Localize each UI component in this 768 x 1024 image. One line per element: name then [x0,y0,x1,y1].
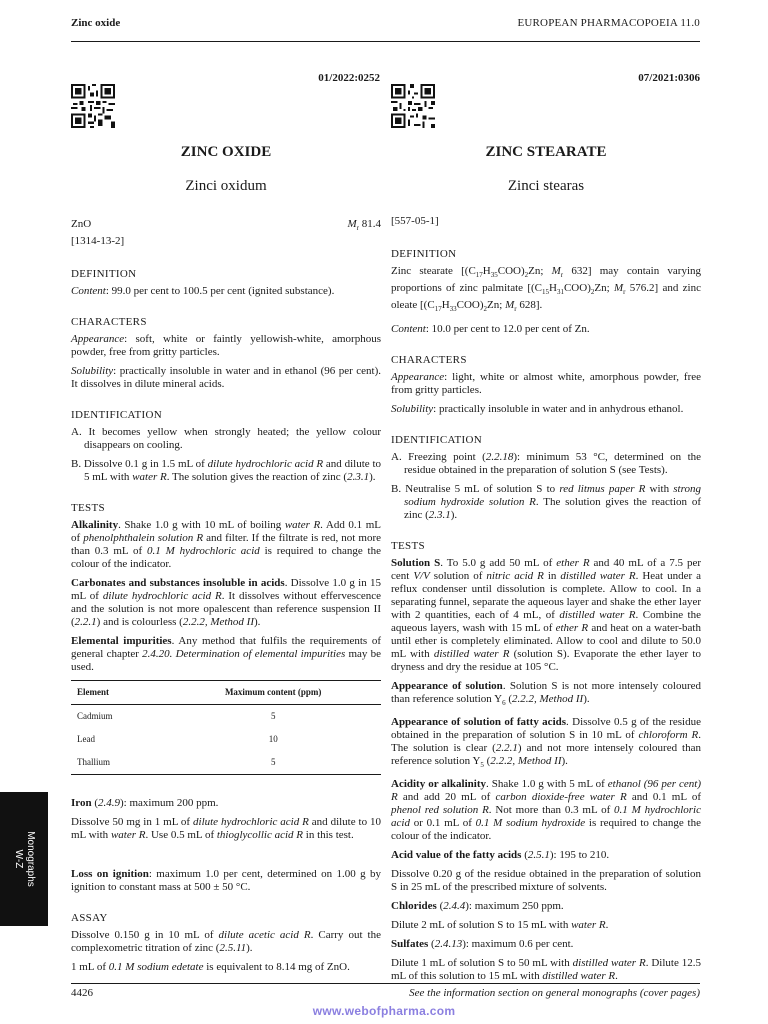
elemental-impurities-table [71,680,381,775]
iron-test-procedure: Dissolve 50 mg in 1 mL of dilute hydrochloric acid R and dilute to 10 mL with water R. Use 0.5 mL of thioglycollic acid R in this test. [71,816,381,842]
monograph-title: ZINC OXIDE [180,144,272,160]
cas-number: [557-05-1] [391,215,439,227]
table-cell: Thallium [71,751,165,775]
solubility-text: Solubility: practically insoluble in water and in anhydrous ethanol. [391,402,684,415]
page-number: 4426 [71,987,93,999]
iron-test: Iron (2.4.9): maximum 200 ppm. [71,797,219,810]
assay-equivalence: 1 mL of 0.1 M sodium edetate is equivalent to 8.14 mg of ZnO. [71,961,350,974]
definition-heading: DEFINITION [391,248,457,260]
solution-s-test: Solution S. To 5.0 g add 50 mL of ether R and 40 mL of a 7.5 per cent V/V solution of nitric acid R in distilled water R. Heat under a reflux condenser until dissolution is complete. Allow to cool. In a separating funnel, separate the aqueous layer and shake the ether layer with 2 quantities, each of 4 mL, of distilled water R. Combine the aqueous layers, wash with 15 mL of ether R and heat on a water-bath until ether is completely eliminated. Allow to cool and dilute to 50.0 mL with distilled water R (solution S). Evaporate the ether layer to dryness and dry the residue at 105 °C. [391,556,702,673]
monograph-number: 07/2021:0306 [638,72,700,84]
table-cell: Cadmium [77,711,113,722]
definition-text: Zinc stearate [$(C_{17}H_{35}COO)_2Zn$; $M_r$ 632] may contain varying proportions of zinc palmitate [$(C_{15}H_{31}COO)_2Zn$; $M_r$ 576.2] and zinc oleate [$(C_{17}H_{33}COO)_2Zn$; $M_r$ 628]. [391,265,701,314]
thumb-tab-range: W-Z [13,849,24,869]
appearance-fatty-acids-test: Appearance of solution of fatty acids. Dissolve 0.5 g of the residue obtained in the preparation of solution S in 10 mL of chloroform R. The solution is clear (2.2.1) and not more intensely coloured than reference solution $Y_5$ (2.2.2, Method II). [391,715,701,769]
content-text: Content: 10.0 per cent to 12.0 per cent of Zn. [391,322,590,335]
identification-b: B. Neutralise 5 mL of solution S to red litmus paper R with strong sodium hydroxide solution R. The solution gives the reaction of zinc (2.3.1). [391,482,701,521]
table-cell: Lead [77,734,95,745]
solubility-text: Solubility: practically insoluble in water and in ethanol (96 per cent). It dissolves in dilute mineral acids. [71,365,381,391]
chlorides-procedure: Dilute 2 mL of solution S to 15 mL with water R. [391,918,609,931]
header-rule [71,41,700,42]
latin-title: Zinci oxidum [185,178,267,194]
sulfates-procedure: Dilute 1 mL of solution S to 50 mL with distilled water R. Dilute 12.5 mL of this solution to 15 mL with distilled water R. [391,956,701,982]
identification-b: B. Dissolve 0.1 g in 1.5 mL of dilute hydrochloric acid R and dilute to 5 mL with water R. The solution gives the reaction of zinc (2.3.1). [71,458,381,484]
identification-heading: IDENTIFICATION [391,433,482,446]
qr-code-icon [71,84,115,128]
chlorides-test: Chlorides (2.4.4): maximum 250 ppm. [391,899,564,912]
characters-heading: CHARACTERS [391,353,467,366]
monograph-number: 01/2022:0252 [318,72,380,84]
left-column [71,218,381,980]
appearance-text: Appearance: soft, white or faintly yellowish-white, amorphous powder, free from gritty particles. [71,333,381,359]
appearance-text: Appearance: light, white or almost white, amorphous powder, free from gritty particles. [391,370,701,396]
section-thumb-tab [0,792,48,926]
table-cell: 5 [270,711,276,722]
acid-value-procedure: Dissolve 0.20 g of the residue obtained in the preparation of solution S in 25 mL of the prescribed mixture of solvents. [391,867,701,893]
table-header-element: Element [71,681,165,705]
qr-code-icon [391,84,435,128]
watermark-link[interactable]: www.webofpharma.com [312,1004,456,1018]
characters-heading: CHARACTERS [71,316,147,329]
running-header-publication: EUROPEAN PHARMACOPOEIA 11.0 [517,17,700,29]
cas-number: [1314-13-2] [71,235,125,248]
footer-note: See the information section on general monographs (cover pages) [409,987,700,999]
thumb-tab-label: Monographs [25,831,36,887]
table-row [71,705,381,729]
sulfates-test: Sulfates (2.4.13): maximum 0.6 per cent. [391,937,574,950]
tests-heading: TESTS [391,539,425,552]
monograph-title: ZINC STEARATE [485,144,607,160]
assay-procedure: Dissolve 0.150 g in 10 mL of dilute acetic acid R. Carry out the complexometric titration of zinc (2.5.11). [71,929,381,955]
table-cell: 10 [268,734,278,745]
loss-on-ignition-test: Loss on ignition: maximum 1.0 per cent, determined on 1.00 g by ignition to constant mass at 500 ± 50 °C. [71,868,381,894]
identification-heading: IDENTIFICATION [71,409,162,422]
latin-title: Zinci stearas [507,178,585,194]
alkalinity-test: Alkalinity. Shake 1.0 g with 10 mL of boiling water R. Add 0.1 mL of phenolphthalein solution R and filter. If the filtrate is red, not more than 0.3 mL of 0.1 M hydrochloric acid is required to change the colour of the indicator. [71,519,381,571]
molecular-formula: ZnO [71,218,92,230]
acidity-alkalinity-test: Acidity or alkalinity. Shake 1.0 g with 5 mL of ethanol (96 per cent) R and add 20 mL of carbon dioxide-free water R and 0.1 mL of phenol red solution R. Not more than 0.3 mL of 0.1 M hydrochloric acid or 0.1 mL of 0.1 M sodium hydroxide is required to change the colour of the indicator. [391,777,702,842]
table-row [71,728,381,751]
footer-rule [71,983,700,984]
right-column [391,215,701,989]
tests-heading: TESTS [71,502,105,515]
running-header-title: Zinc oxide [71,17,121,29]
definition-heading: DEFINITION [71,268,137,281]
table-cell: 5 [165,751,381,775]
identification-a: A. It becomes yellow when strongly heated; the yellow colour disappears on cooling. [71,426,381,452]
table-header-max-content: Maximum content (ppm) [165,681,381,705]
table-row [71,751,381,775]
elemental-impurities-test: Elemental impurities. Any method that fulfils the requirements of general chapter 2.4.20. Determination of elemental impurities may be used. [71,635,382,674]
relative-molecular-mass: $M_r$ 81.4 [347,218,381,233]
content-text: Content: 99.0 per cent to 100.5 per cent (ignited substance). [71,285,335,298]
appearance-of-solution-test: Appearance of solution. Solution S is not more intensely coloured than reference solution $Y_6$ (2.2.2, Method II). [391,679,701,707]
identification-a: A. Freezing point (2.2.18): minimum 53 °C, determined on the residue obtained in the preparation of solution S (see Tests). [391,450,702,476]
acid-value-test: Acid value of the fatty acids (2.5.1): 195 to 210. [391,848,610,861]
assay-heading: ASSAY [71,912,108,925]
carbonates-test: Carbonates and substances insoluble in acids. Dissolve 1.0 g in 15 mL of dilute hydrochloric acid R. It dissolves without effervescence and the solution is not more opalescent than reference suspension II (2.2.1) and is colourless (2.2.2, Method II). [71,577,382,629]
